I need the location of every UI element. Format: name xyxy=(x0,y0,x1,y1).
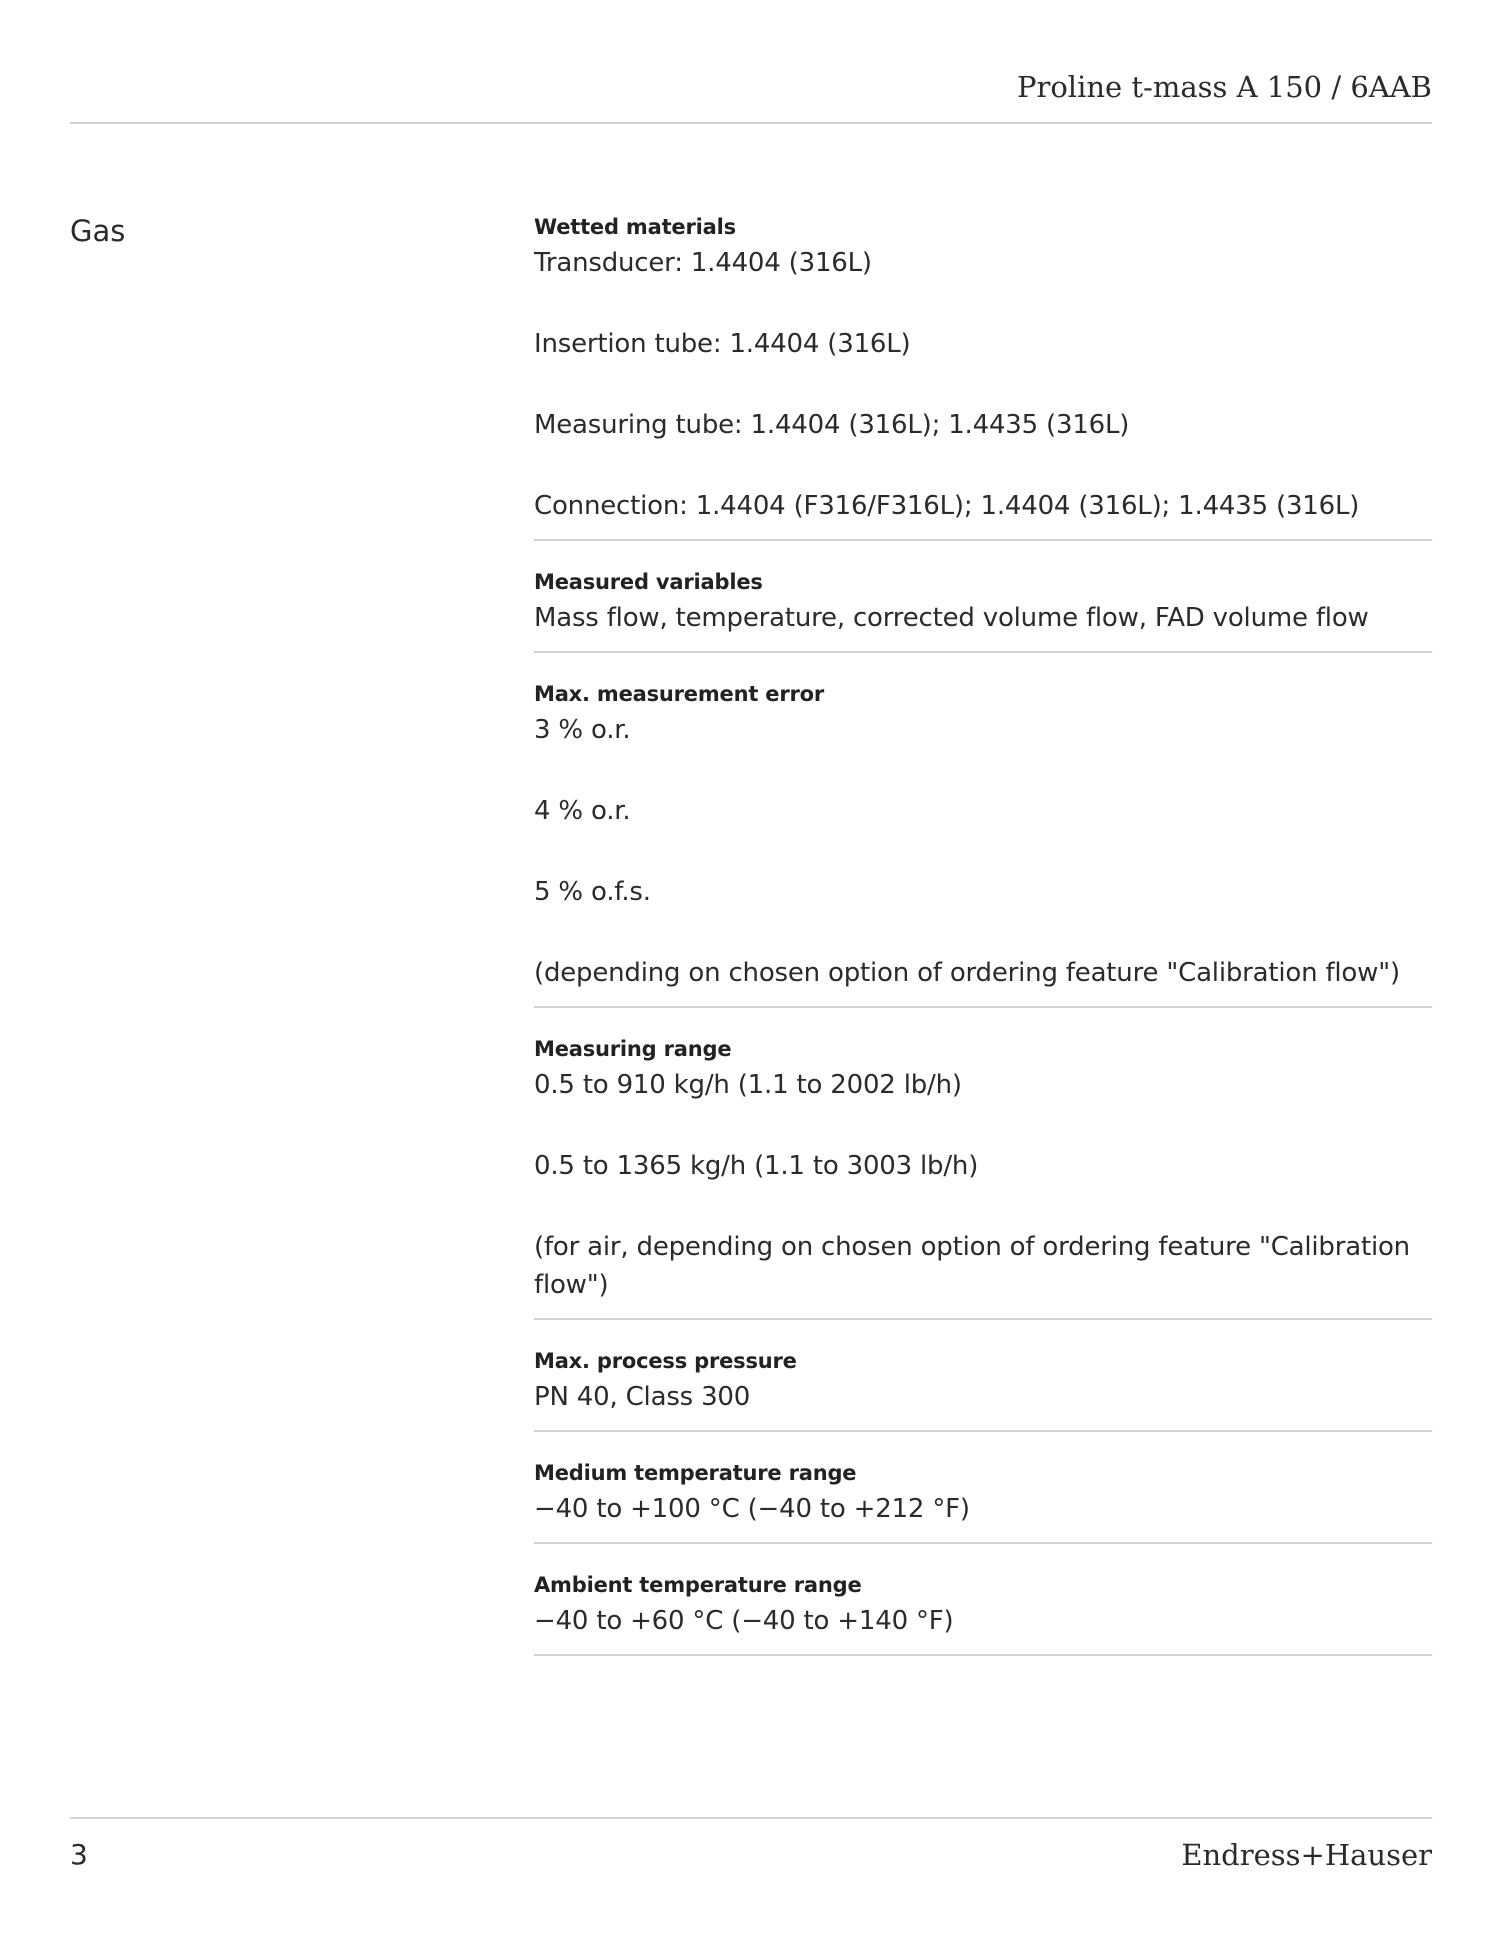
spec-title: Max. measurement error xyxy=(534,682,825,706)
spec-title: Wetted materials xyxy=(534,215,736,239)
spec-list xyxy=(534,212,1432,1682)
spec-measuring-range xyxy=(534,1034,1432,1320)
footer-divider xyxy=(70,1817,1432,1819)
spec-title: Measuring range xyxy=(534,1037,732,1061)
spec-value: 0.5 to 910 kg/h (1.1 to 2002 lb/h) xyxy=(534,1070,962,1100)
spec-value: 5 % o.f.s. xyxy=(534,877,651,907)
spec-value: −40 to +60 °C (−40 to +140 °F) xyxy=(534,1606,954,1636)
page-number: 3 xyxy=(70,1838,88,1871)
spec-value: PN 40, Class 300 xyxy=(534,1382,751,1412)
spec-value: −40 to +100 °C (−40 to +212 °F) xyxy=(534,1494,970,1524)
spec-title: Ambient temperature range xyxy=(534,1573,862,1597)
spec-value: Transducer: 1.4404 (316L) xyxy=(534,248,872,278)
spec-title: Max. process pressure xyxy=(534,1349,797,1373)
spec-max-measurement-error xyxy=(534,679,1432,1008)
spec-value: 3 % o.r. xyxy=(534,715,631,745)
brand-name: Endress+Hauser xyxy=(1181,1838,1432,1872)
spec-value: Mass flow, temperature, corrected volume flow, FAD volume flow xyxy=(534,603,1369,633)
spec-title: Medium temperature range xyxy=(534,1461,857,1485)
spec-medium-temperature-range xyxy=(534,1458,1432,1544)
spec-ambient-temperature-range xyxy=(534,1570,1432,1656)
spec-value: Measuring tube: 1.4404 (316L); 1.4435 (316L) xyxy=(534,410,1130,440)
spec-value: 4 % o.r. xyxy=(534,796,631,826)
spec-max-process-pressure xyxy=(534,1346,1432,1432)
document-title: Proline t-mass A 150 / 6AAB xyxy=(1016,70,1432,104)
header-divider xyxy=(70,122,1432,124)
spec-value: (depending on chosen option of ordering feature "Calibration flow") xyxy=(534,958,1400,988)
spec-value: 0.5 to 1365 kg/h (1.1 to 3003 lb/h) xyxy=(534,1151,979,1181)
spec-value: Insertion tube: 1.4404 (316L) xyxy=(534,329,911,359)
spec-value: Connection: 1.4404 (F316/F316L); 1.4404 (316L); 1.4435 (316L) xyxy=(534,491,1360,521)
section-label: Gas xyxy=(70,214,126,248)
spec-measured-variables xyxy=(534,567,1432,653)
spec-wetted-materials xyxy=(534,212,1432,541)
spec-value: (for air, depending on chosen option of ordering feature "Calibration flow") xyxy=(534,1232,1410,1300)
spec-title: Measured variables xyxy=(534,570,763,594)
